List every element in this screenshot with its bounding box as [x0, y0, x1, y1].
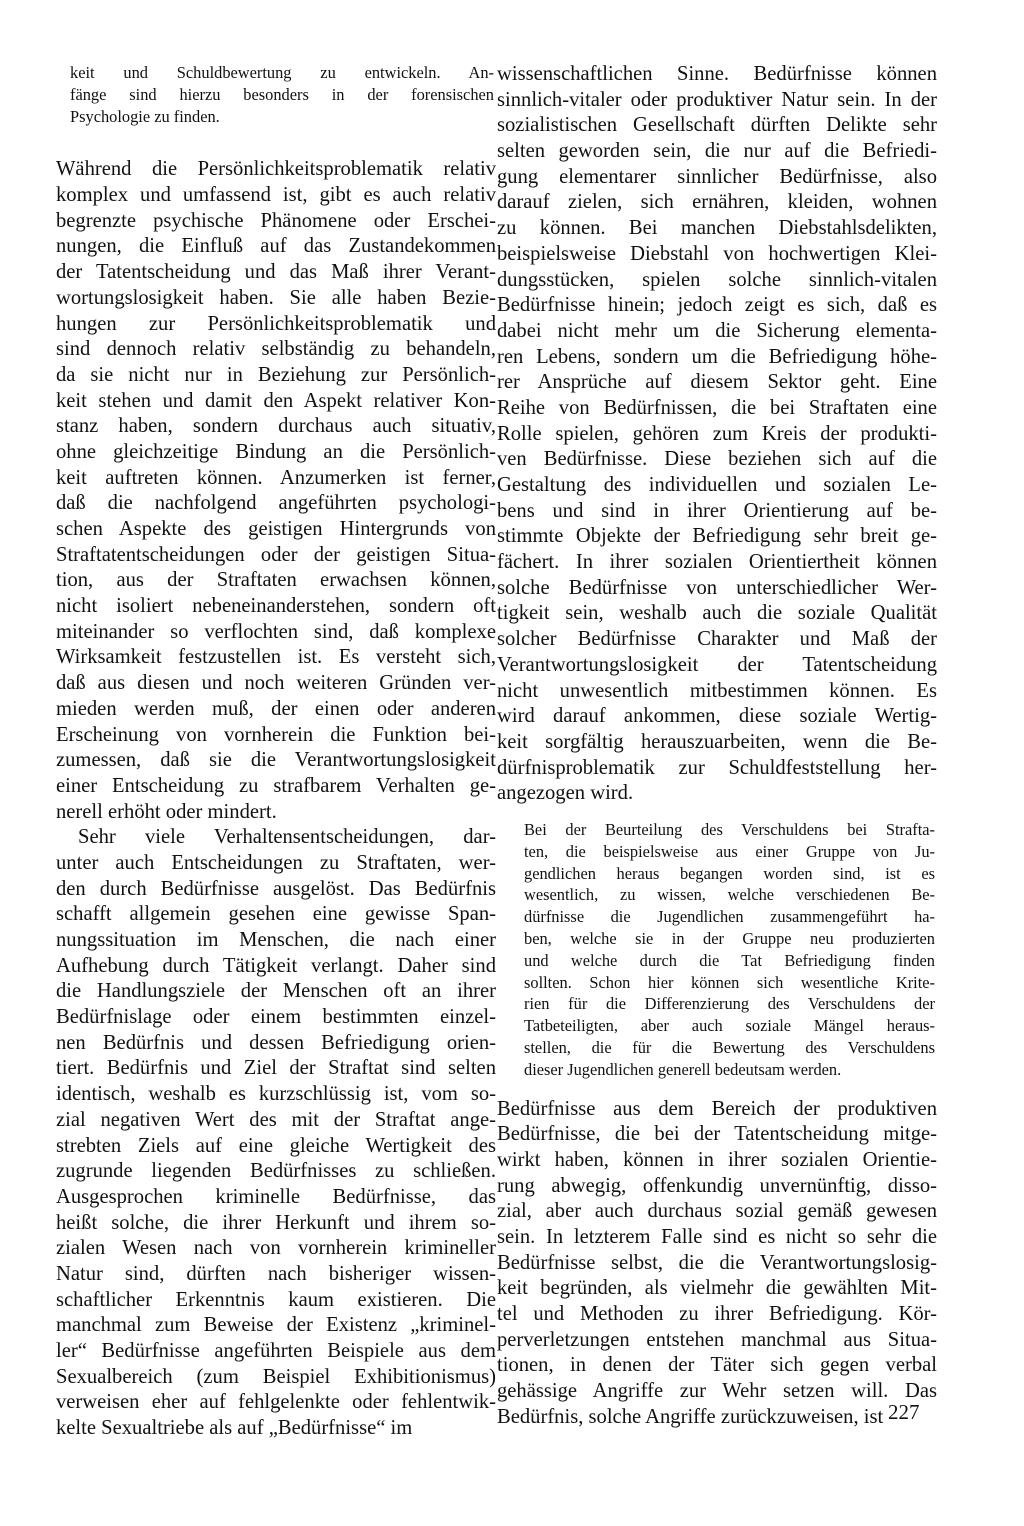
text-line: zial, aber auch durchaus sozial gemäß gewesen: [497, 1200, 937, 1223]
text-line: Bei der Beurteilung des Verschuldens bei Strafta-: [524, 819, 935, 839]
text-line: miteinander so verflochten sind, daß komplexe: [56, 620, 496, 643]
text-line: dabei nicht mehr um die Sicherung elementa-: [497, 319, 937, 342]
text-line: sollten. Schon hier können sich wesentliche Krite-: [524, 972, 935, 992]
text-line: ren Lebens, sondern um die Befriedigung höhe-: [497, 345, 937, 368]
text-line: Psychologie zu finden.: [70, 106, 220, 126]
text-line: Aufhebung durch Tätigkeit verlangt. Daher sind: [56, 954, 496, 977]
text-line: keit und Schuldbewertung zu entwickeln. An-: [70, 63, 494, 82]
text-line: Straftatentscheidungen oder der geistigen Situa-: [56, 543, 496, 566]
text-line: stanz haben, sondern durchaus auch situativ,: [56, 415, 496, 438]
text-line: verweisen eher auf fehlgelenkte oder fehlentwik-: [56, 1391, 496, 1414]
text-line: tigkeit sein, weshalb auch die soziale Qualität: [497, 602, 937, 625]
text-line: nicht isoliert nebeneinanderstehen, sondern oft: [56, 595, 496, 618]
text-line: ven Bedürfnisse. Diese beziehen sich auf die: [497, 448, 937, 471]
text-line: fänge sind hierzu besonders in der forensischen: [70, 84, 494, 104]
text-line: Bedürfnisse selbst, die die Verantwortungslosig-: [497, 1251, 937, 1274]
text-line: den durch Bedürfnisse ausgelöst. Das Bedürfnis: [56, 877, 496, 900]
text-line: nungssituation im Menschen, die nach einer: [56, 929, 496, 952]
text-line: keit stehen und damit den Aspekt relativer Kon-: [56, 389, 496, 412]
text-line: dieser Jugendlichen generell bedeutsam werden.: [524, 1059, 842, 1079]
text-line: Gestaltung des individuellen und sozialen Le-: [497, 474, 937, 496]
text-line: ben, welche sie in der Gruppe neu produzierten: [524, 928, 935, 948]
text-line: nungen, die Einfluß auf das Zustandekommen: [56, 235, 496, 258]
text-line: wesentlich, zu wissen, welche verschiedenen Be-: [524, 885, 935, 905]
text-line: keit begründen, als vielmehr die gewählten Mit-: [497, 1277, 937, 1300]
text-line: Wirksamkeit festzustellen ist. Es versteht sich,: [56, 646, 496, 669]
text-line: Rolle spielen, gehören zum Kreis der produkti-: [497, 422, 937, 445]
text-line: schaftlicher Erkenntnis kaum existieren. Die: [56, 1288, 496, 1311]
paragraph-persoenlichkeit: [56, 157, 496, 825]
text-line: tel und Methoden zu ihrer Befriedigung. Kör-: [497, 1303, 937, 1325]
text-line: sind dennoch relativ selbständig zu behandeln,: [56, 338, 496, 361]
text-line: Während die Persönlichkeitsproblematik relativ: [56, 158, 496, 181]
text-line: zumessen, daß sie die Verantwortungslosigkeit: [56, 749, 496, 772]
text-line: dürfnisse die Jugendlichen zusammengeführt ha-: [524, 907, 935, 927]
text-line: da sie nicht nur in Beziehung zur Persönlich-: [56, 363, 496, 386]
text-line: manchmal zum Beweise der Existenz „kriminel-: [56, 1314, 496, 1337]
text-line: zugrunde liegenden Bedürfnisses zu schließen.: [56, 1160, 496, 1183]
text-line: gehässige Angriffe zur Wehr setzen will. Das: [497, 1380, 937, 1403]
text-line: Bedürfnisse hinein; jedoch zeigt es sich, daß es: [497, 294, 937, 317]
text-line: mieden werden muß, der einen oder anderen: [56, 697, 496, 720]
text-line: selten geworden sein, die nur auf die Befriedi-: [497, 140, 937, 163]
text-line: rung abwegig, offenkundig unvernünftig, disso-: [497, 1174, 937, 1197]
text-line: einer Entscheidung zu strafbarem Verhalten ge-: [56, 774, 496, 797]
text-line: zu können. Bei manchen Diebstahlsdelikten,: [497, 217, 937, 240]
text-line: Natur sind, dürften nach bisheriger wissen-: [56, 1262, 496, 1285]
text-line: sinnlich-vitaler oder produktiver Natur sein. In der: [497, 88, 937, 111]
text-line: identisch, weshalb es kurzschlüssig ist, vom so-: [56, 1083, 496, 1106]
text-line: bens und sind in ihrer Orientierung auf be-: [497, 499, 937, 522]
text-line: Bedürfnisse aus dem Bereich der produktiven: [497, 1097, 937, 1120]
text-line: angezogen wird.: [497, 782, 634, 805]
text-line: ohne gleichzeitige Bindung an die Persönlich-: [56, 440, 496, 463]
text-line: nen Bedürfnis und dessen Befriedigung orien-: [56, 1031, 496, 1054]
paragraph-produktive-beduerfnisse: [497, 1097, 937, 1431]
text-line: daß die nachfolgend angeführten psychologi-: [56, 492, 496, 515]
text-line: Sexualbereich (zum Beispiel Exhibitionismus): [56, 1365, 496, 1388]
text-line: stellen, die für die Bewertung des Verschuldens: [524, 1037, 935, 1057]
text-line: rien für die Differenzierung des Verschuldens der: [524, 994, 935, 1014]
text-line: beispielsweise Diebstahl von hochwertigen Klei-: [497, 242, 937, 265]
text-line: solche Bedürfnisse von unterschiedlicher Wer-: [497, 576, 937, 599]
text-line: nicht unwesentlich mitbestimmen können. Es: [497, 679, 937, 702]
text-line: wird darauf ankommen, diese soziale Wertig-: [497, 705, 937, 728]
text-line: Bedürfnislage oder einem bestimmten einzel-: [56, 1006, 496, 1029]
top-note: [56, 62, 496, 127]
text-line: gung elementarer sinnlicher Bedürfnisse, also: [497, 165, 937, 188]
paragraph-beduerfnisse: [56, 825, 496, 1442]
text-line: wirkt haben, können in ihrer sozialen Orientie-: [497, 1148, 937, 1171]
text-line: sozialistischen Gesellschaft dürften Delikte sehr: [497, 114, 937, 137]
text-line: dungsstücken, spielen solche sinnlich-vitalen: [497, 268, 937, 291]
text-line: keit sorgfältig herauszuarbeiten, wenn die Be-: [497, 730, 937, 753]
text-line: ler“ Bedürfnisse angeführten Beispiele aus dem: [56, 1340, 496, 1363]
text-line: Bedürfnis, solche Angriffe zurückzuweisen, ist: [497, 1405, 884, 1428]
text-line: schen Aspekte des geistigen Hintergrunds von: [56, 518, 496, 541]
text-line: gendlichen heraus begangen worden sind, ist es: [524, 863, 935, 883]
text-line: darauf zielen, sich ernähren, kleiden, wohnen: [497, 191, 937, 214]
jugend-note: [497, 819, 937, 1081]
text-line: fächert. In ihrer sozialen Orientiertheit können: [497, 551, 937, 574]
text-line: perverletzungen entstehen manchmal aus Situa-: [497, 1328, 937, 1351]
text-line: und welche durch die Tat Befriedigung finden: [524, 950, 935, 970]
text-line: der Tatentscheidung und das Maß ihrer Verant-: [56, 261, 496, 284]
text-line: Erscheinung von vornherein die Funktion bei-: [56, 723, 496, 746]
text-line: die Handlungsziele der Menschen oft an ihrer: [56, 980, 496, 1003]
text-line: tion, aus der Straftaten erwachsen können,: [56, 569, 496, 592]
text-line: hungen zur Persönlichkeitsproblematik und: [56, 312, 496, 335]
text-line: Verantwortungslosigkeit der Tatentscheidung: [497, 653, 937, 676]
text-line: dürfnisproblematik zur Schuldfeststellung her-: [497, 756, 937, 779]
text-line: kelte Sexualtriebe als auf „Bedürfnisse“ im: [56, 1417, 413, 1440]
text-line: begrenzte psychische Phänomene oder Erschei-: [56, 209, 496, 232]
text-line: zial negativen Wert des mit der Straftat ange-: [56, 1108, 496, 1131]
text-line: wortungslosigkeit haben. Sie alle haben Bezie-: [56, 286, 496, 309]
paragraph-sinnlich-vitale: [497, 62, 937, 807]
text-line: tionen, in denen der Täter sich gegen verbal: [497, 1354, 937, 1377]
text-line: Reihe von Bedürfnissen, die bei Straftaten eine: [497, 396, 937, 419]
text-line: zialen Wesen nach von vornherein krimineller: [56, 1237, 496, 1260]
text-line: rer Ansprüche auf diesem Sektor geht. Eine: [497, 371, 937, 394]
text-line: Ausgesprochen kriminelle Bedürfnisse, das: [56, 1185, 496, 1208]
text-line: nerell erhöht oder mindert.: [56, 800, 277, 823]
text-line: ten, die beispielsweise aus einer Gruppe von Ju-: [524, 841, 935, 861]
text-line: unter auch Entscheidungen zu Straftaten, wer-: [56, 851, 496, 874]
text-line: stimmte Objekte der Befriedigung sehr breit ge-: [497, 525, 937, 548]
left-column: [56, 62, 496, 1442]
text-line: Bedürfnisse, die bei der Tatentscheidung mitge-: [497, 1123, 937, 1146]
text-line: Tatbeteiligten, aber auch soziale Mängel heraus-: [524, 1016, 935, 1036]
text-line: heißt solche, die ihrer Herkunft und ihrem so-: [56, 1211, 496, 1234]
text-line: solcher Bedürfnisse Charakter und Maß der: [497, 628, 937, 651]
text-line: keit auftreten können. Anzumerken ist ferner,: [56, 466, 496, 489]
text-line: strebten Ziels auf eine gleiche Wertigkeit des: [56, 1134, 496, 1157]
text-line: schafft allgemein gesehen eine gewisse Span-: [56, 903, 496, 926]
text-line: tiert. Bedürfnis und Ziel der Straftat sind selten: [56, 1057, 496, 1080]
text-line: Sehr viele Verhaltensentscheidungen, dar-: [78, 826, 496, 849]
page-number: 227: [888, 1400, 920, 1424]
text-line: wissenschaftlichen Sinne. Bedürfnisse können: [497, 63, 937, 85]
right-column: [497, 62, 937, 1430]
text-line: sein. In letzterem Falle sind es nicht so sehr die: [497, 1225, 937, 1248]
text-line: daß aus diesen und noch weiteren Gründen ver-: [56, 672, 496, 695]
text-line: komplex und umfassend ist, gibt es auch relativ: [56, 184, 496, 207]
